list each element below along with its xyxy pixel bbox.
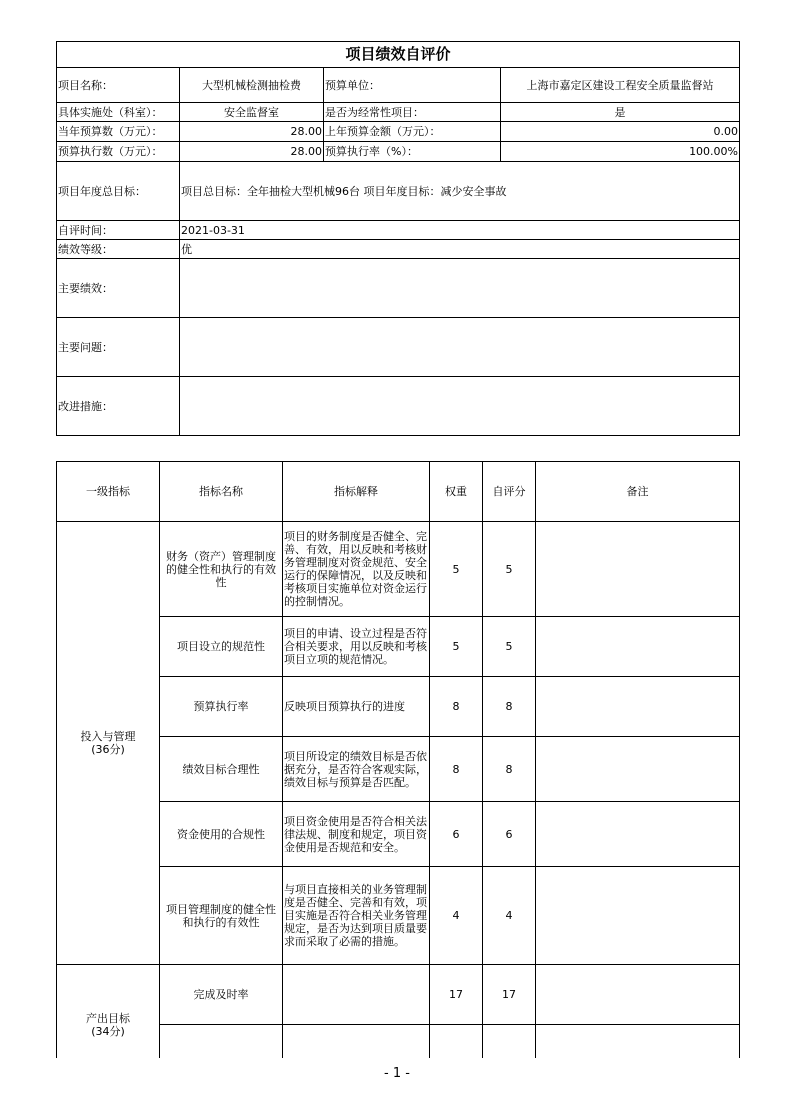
header-note: 备注 xyxy=(536,462,740,522)
exec-rate-label: 预算执行率（%）： xyxy=(324,142,501,162)
indicator-score xyxy=(483,1025,536,1059)
last-budget-label: 上年预算金额（万元）： xyxy=(324,122,501,142)
header-name: 指标名称 xyxy=(160,462,283,522)
indicator-weight: 5 xyxy=(430,617,483,677)
exec-rate-value: 100.00% xyxy=(501,142,740,162)
header-weight: 权重 xyxy=(430,462,483,522)
indicator-table xyxy=(56,461,740,1058)
indicator-name: 财务（资产）管理制度的健全性和执行的有效性 xyxy=(160,522,283,617)
indicator-name: 完成及时率 xyxy=(160,965,283,1025)
improvement-label: 改进措施： xyxy=(57,377,180,436)
indicator-name: 项目设立的规范性 xyxy=(160,617,283,677)
indicator-note xyxy=(536,802,740,867)
table-row xyxy=(57,802,740,867)
indicator-weight: 17 xyxy=(430,965,483,1025)
table-row xyxy=(57,677,740,737)
group-name: 产出目标 xyxy=(86,1011,130,1025)
dept-value: 安全监督室 xyxy=(180,103,324,122)
recurring-label: 是否为经常性项目： xyxy=(324,103,501,122)
project-name-value: 大型机械检测抽检费 xyxy=(180,68,324,103)
table-row xyxy=(57,965,740,1025)
executed-label: 预算执行数（万元）： xyxy=(57,142,180,162)
header-score: 自评分 xyxy=(483,462,536,522)
indicator-explanation: 项目的财务制度是否健全、完善、有效，用以反映和考核财务管理制度对资金规范、安全运行的保障情况，以及反映和考核项目实施单位对资金运行的控制情况。 xyxy=(283,522,430,617)
indicator-explanation xyxy=(283,1025,430,1059)
indicator-name: 项目管理制度的健全性和执行的有效性 xyxy=(160,867,283,965)
main-issues-label: 主要问题： xyxy=(57,318,180,377)
table-row xyxy=(57,737,740,802)
annual-goal-value: 项目总目标：全年抽检大型机械96台 项目年度目标：减少安全事故 xyxy=(180,162,740,221)
table-row xyxy=(57,867,740,965)
table-row xyxy=(57,617,740,677)
indicator-explanation: 项目资金使用是否符合相关法律法规、制度和规定，项目资金使用是否规范和安全。 xyxy=(283,802,430,867)
indicator-name: 绩效目标合理性 xyxy=(160,737,283,802)
budget-unit-value: 上海市嘉定区建设工程安全质量监督站 xyxy=(501,68,740,103)
last-budget-value: 0.00 xyxy=(501,122,740,142)
indicator-name: 资金使用的合规性 xyxy=(160,802,283,867)
indicator-weight: 8 xyxy=(430,677,483,737)
indicator-name xyxy=(160,1025,283,1059)
indicator-name: 预算执行率 xyxy=(160,677,283,737)
current-budget-label: 当年预算数（万元）： xyxy=(57,122,180,142)
indicator-weight: 8 xyxy=(430,737,483,802)
form-title: 项目绩效自评价 xyxy=(57,42,740,68)
indicator-weight: 4 xyxy=(430,867,483,965)
indicator-score: 5 xyxy=(483,617,536,677)
budget-unit-label: 预算单位： xyxy=(324,68,501,103)
indicator-score: 5 xyxy=(483,522,536,617)
current-budget-value: 28.00 xyxy=(180,122,324,142)
indicator-note xyxy=(536,617,740,677)
group-score: (36分) xyxy=(91,743,125,756)
indicator-explanation: 与项目直接相关的业务管理制度是否健全、完善和有效，项目实施是否符合相关业务管理规定，是否为达到项目质量要求而采取了必需的措施。 xyxy=(283,867,430,965)
grade-value: 优 xyxy=(180,240,740,259)
dept-label: 具体实施处（科室）： xyxy=(57,103,180,122)
indicator-explanation: 反映项目预算执行的进度 xyxy=(283,677,430,737)
group-cell xyxy=(57,965,160,1059)
table-row xyxy=(57,1025,740,1059)
recurring-value: 是 xyxy=(501,103,740,122)
indicator-score: 17 xyxy=(483,965,536,1025)
page-number: - 1 - xyxy=(384,1066,410,1081)
indicator-note xyxy=(536,1025,740,1059)
executed-value: 28.00 xyxy=(180,142,324,162)
group-cell xyxy=(57,522,160,965)
project-name-label: 项目名称： xyxy=(57,68,180,103)
header-level1: 一级指标 xyxy=(57,462,160,522)
eval-date-value: 2021-03-31 xyxy=(180,221,740,240)
indicator-header-row xyxy=(57,462,740,522)
indicator-score: 6 xyxy=(483,802,536,867)
indicator-explanation: 项目的申请、设立过程是否符合相关要求，用以反映和考核项目立项的规范情况。 xyxy=(283,617,430,677)
header-explanation: 指标解释 xyxy=(283,462,430,522)
indicator-note xyxy=(536,965,740,1025)
indicator-weight xyxy=(430,1025,483,1059)
main-performance-label: 主要绩效： xyxy=(57,259,180,318)
indicator-explanation xyxy=(283,965,430,1025)
indicator-explanation: 项目所设定的绩效目标是否依据充分，是否符合客观实际，绩效目标与预算是否匹配。 xyxy=(283,737,430,802)
indicator-note xyxy=(536,737,740,802)
annual-goal-label: 项目年度总目标： xyxy=(57,162,180,221)
indicator-note xyxy=(536,677,740,737)
group-name: 投入与管理 xyxy=(80,730,136,743)
indicator-note xyxy=(536,867,740,965)
group-score: (34分) xyxy=(91,1024,125,1038)
indicator-score: 8 xyxy=(483,677,536,737)
grade-label: 绩效等级： xyxy=(57,240,180,259)
indicator-weight: 5 xyxy=(430,522,483,617)
table-row xyxy=(57,522,740,617)
indicator-score: 4 xyxy=(483,867,536,965)
indicator-note xyxy=(536,522,740,617)
indicator-weight: 6 xyxy=(430,802,483,867)
eval-date-label: 自评时间： xyxy=(57,221,180,240)
indicator-score: 8 xyxy=(483,737,536,802)
